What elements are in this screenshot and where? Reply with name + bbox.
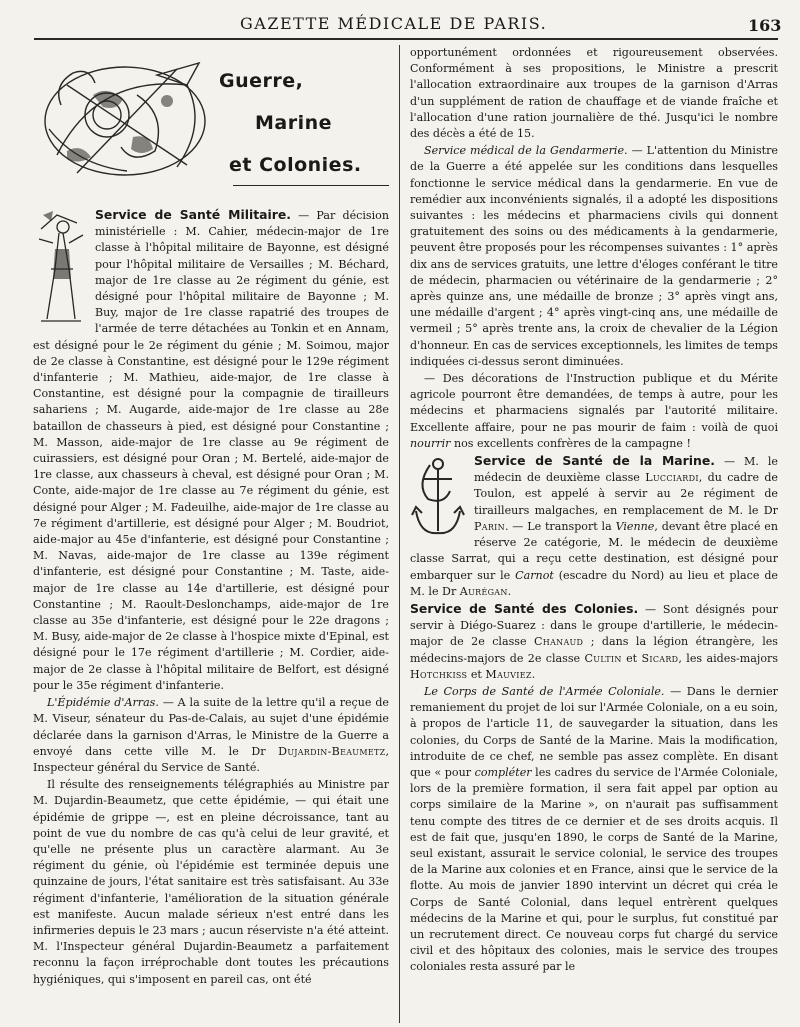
running-title: GAZETTE MÉDICALE DE PARIS. xyxy=(240,14,548,33)
paragraph-continuation: opportunément ordonnées et rigoureusement observées. Conformément à ses propositions, le Ministre a prescrit l'allocation extraordinaire aux troupes de la garnison d'Arras d'un supplément de ration de chauffage et de viande fraîche et l'allocation d'une ration journalière de thé. Jusqu'ici le nombre des décès a été de 15. xyxy=(410,46,778,141)
name-chanaud: Chanaud xyxy=(534,635,584,649)
page-number: 163 xyxy=(748,16,782,35)
text-service-sante-militaire: — Par décision ministérielle : M. Cahier, médecin-major de 1re classe à l'hôpital militaire de Bayonne, est désigné pour l'hôpital militaire de Versailles ; M. Béchard, major de 1re classe au 2e régiment du génie, est désigné pour l'hôpital militaire de Bayonne ; M. Buy, major de 1re classe rapatrié des troupes de l'armée de terre détachées au Tonkin et en Annam, est désigné pour le 2e régiment du génie ; M. Soimou, major de 2e classe à Constantine, est désigné pour le 129e régiment d'infanterie ; M. Mathieu, aide-major, de 1re classe à Constantine, est désigné pour la compagnie de tirailleurs sahariens ; M. Augarde, aide-major de 1re classe au 28e bataillon de chasseurs à pied, est désigné pour Constantine ; M. Masson, aide-major de 1re classe au 9e régiment de cuirassiers, est désigné pour Oran ; M. Bertelé, aide-major de 1re classe, aux chasseurs à cheval, est désigné pour Oran ; M. Conte, aide-major de 1re classe au 7e régiment du génie, est désigné pour Alger ; M. Fadeuilhe, aide-major de 1re classe au 7e régiment d'artillerie, est désigné pour Alger ; M. Boudriot, aide-major au 45e d'infanterie, est désigné pour Constantine ; M. Navas, aide-major de 1re classe au 139e régiment d'infanterie, est désigné pour Constantine ; M. Taste, aide-major de 1re classe au 14e d'artillerie, est désigné pour Constantine ; M. Raoult-Deslonchamps, aide-major de 1re classe au 35e d'infanterie, est désigné pour le 22e dragons ; M. Busy, aide-major de 2e classe à l'hospice mixte d'Epinal, est désigné pour le 17e régiment d'artillerie ; M. Cordier, aide-major de 2e classe à l'hôpital militaire de Belfort, est désigné pour le 35e régiment d'infanterie. xyxy=(33,209,389,692)
text-coloniale-a: — Dans le dernier remaniement du projet de loi sur l'Armée Coloniale, on a eu soin, à propos de l'article 11, de sauvegarder la situation, dans les colonies, du Corps de Santé de la Marine. Mais la modification, introduite de ce chef, ne semble pas assez complète. En disant que « pour xyxy=(410,684,778,779)
banner-word-colonies: et Colonies. xyxy=(229,154,362,176)
ship-carnot: Carnot xyxy=(515,568,554,582)
text-epidemie-arras-a: — A la suite de la lettre qu'il a reçue de M. Viseur, sénateur du Pas-de-Calais, au sujet d'une épidémie déclarée dans la garnison d'Arras, le Ministre de la Guerre a envoyé dans cette ville M. le Dr xyxy=(33,696,389,758)
text-colonies-c: et xyxy=(621,651,642,665)
column-divider xyxy=(399,45,400,1023)
banner-word-marine: Marine xyxy=(255,112,333,134)
text-marine-e: (escadre du Nord) au lieu et place de M. le Dr xyxy=(410,568,778,598)
page-header xyxy=(0,0,800,44)
text-epidemie-arras-b: , Inspecteur général du Service de Santé. xyxy=(33,744,389,774)
section-banner xyxy=(33,45,389,197)
text-marine-d: , devant être placé en réserve 2e catégorie, M. le médecin de deuxième classe Sarrat, qui a reçu cette destination, est désigné pour embarquer sur le xyxy=(410,519,778,582)
heading-epidemie-arras: L'Épidémie d'Arras. xyxy=(47,696,159,710)
text-colonies-e: et xyxy=(467,667,486,681)
text-marine-c: . — Le transport la xyxy=(504,519,616,533)
ship-vienne: Vienne xyxy=(615,519,655,533)
banner-word-guerre: Guerre, xyxy=(219,70,304,92)
text-decorations-b: nos excellents confrères de la campagne ! xyxy=(450,436,691,450)
text-colonies-f: . xyxy=(531,667,536,681)
paragraph-decorations xyxy=(410,371,778,452)
heading-service-sante-militaire: Service de Santé Militaire. xyxy=(95,207,291,222)
text-coloniale-b: les cadres du service de l'Armée Coloniale, lors de la première formation, il sera fait appel par option au corps similaire de la Marine », on n'aurait pas suffisamment tenu compte des titres de ce dernier et de ses droits acquis. Il est de fait que, jusqu'en 1890, le corps de Santé de la Marine, seul existant, assurait le service colonial, le service des troupes de la Marine aux colonies et en France, ainsi que le service de la flotte. Au mois de janvier 1890 intervint un décret qui créa le Corps de Santé Colonial, dans lequel entrèrent quelques médecins de la Marine et qui, pour le surplus, fut constitué par un recrutement direct. Ce nouveau corps fut chargé du service civil et des hôpitaux des colonies, mais le service des troupes coloniales resta assuré par le xyxy=(410,765,778,974)
name-hotchkiss: Hotchkiss xyxy=(410,667,468,681)
name-lucciardi: Lucciardi xyxy=(645,471,699,485)
text-decorations-ital: nourrir xyxy=(410,436,451,450)
name-dujardin-beaumetz: Dujardin-Beaumetz xyxy=(278,744,386,758)
text-marine-b: , du cadre de Toulon, est appelé à servir au 2e régiment de tirailleurs malgaches, en remplacement de M. le Dr xyxy=(474,471,778,517)
text-coloniale-ital: compléter xyxy=(474,765,532,779)
name-parin: Parin xyxy=(474,519,505,533)
text-decorations-a: — Des décorations de l'Instruction publique et du Mérite agricole pourront être demandées, de temps à autre, pour les médecins et pharmaciens signalés par l'autorité militaire. Excellente affaire, pour ne pas mourir de faim : voilà de quoi xyxy=(410,372,778,434)
heading-gendarmerie: Service médical de la Gendarmerie. xyxy=(424,144,628,158)
header-rule xyxy=(34,38,778,40)
anchor-icon xyxy=(410,455,466,541)
text-marine-a: — M. le médecin de deuxième classe xyxy=(474,455,778,485)
paragraph-gendarmerie xyxy=(410,143,778,370)
text-colonies-a: — Sont désignés pour servir à Diégo-Suarez : dans le groupe d'artillerie, le médecin-major de 2e classe xyxy=(410,602,778,649)
left-column xyxy=(33,45,389,1023)
military-trophy-illustration xyxy=(37,55,213,183)
drop-cap-figure-illustration xyxy=(33,209,87,327)
heading-sante-marine: Service de Santé de la Marine. xyxy=(474,453,715,469)
paragraph-corps-sante-coloniale xyxy=(410,684,778,976)
text-colonies-b: ; dans la légion étrangère, les médecins-majors de 2e classe xyxy=(410,635,778,665)
paragraph-sante-colonies xyxy=(410,601,778,683)
right-column xyxy=(410,45,778,1023)
text-colonies-d: , les aides-majors xyxy=(678,651,778,665)
text-gendarmerie: — L'attention du Ministre de la Guerre a été appelée sur les conditions dans lesquelles fonctionne le service médical dans la gendarmerie. En vue de remédier aux inconvénients signalés, il a adopté les dispositions suivantes : les médecins et pharmaciens civils qui donnent gratuitement des soins ou des médicaments à la gendarmerie, peuvent être proposés pour les récompenses suivantes : 1° après dix ans de services gratuits, une lettre d'éloges conférant le titre de médecin, pharmacien ou vétérinaire de la gendarmerie ; 2° après quinze ans, une médaille de bronze ; 3° après vingt ans, une médaille d'argent ; 4° après vingt-cinq ans, une médaille de vermeil ; 5° après trente ans, la croix de chevalier de la Légion d'honneur. En cas de services exceptionnels, les limites de temps indiquées ci-dessus seront diminuées. xyxy=(410,144,778,368)
paragraph-epidemie-arras xyxy=(33,695,389,776)
name-mauviez: Mauviez xyxy=(485,667,532,681)
paragraph-renseignements: Il résulte des renseignements télégraphiés au Ministre par M. Dujardin-Beaumetz, que cette épidémie, — qui était une épidémie de grippe —, est en pleine décroissance, tant au point de vue du nombre de cas qu'à celui de leur gravité, et qu'elle ne présente plus un caractère alarmant. Au 3e régiment du génie, où l'épidémie est terminée depuis une quinzaine de jours, l'état sanitaire est très satisfaisant. Au 33e régiment d'infanterie, l'amélioration de la situation générale est manifeste. Aucun malade sérieux n'est entré dans les infirmeries depuis le 23 mars ; aucun réserviste n'a été atteint. M. l'Inspecteur général Dujardin-Beaumetz a parfaitement reconnu la façon irréprochable dont toutes les précautions hygiéniques, qui s'imposent en pareil cas, ont été xyxy=(33,778,389,986)
heading-sante-colonies: Service de Santé des Colonies. xyxy=(410,600,639,616)
heading-corps-sante-coloniale: Le Corps de Santé de l'Armée Coloniale. xyxy=(424,684,665,698)
name-sicard: Sicard xyxy=(641,651,679,665)
text-marine-f: . xyxy=(507,584,512,598)
name-auregan: Aurégan xyxy=(459,584,508,598)
name-cultin: Cultin xyxy=(584,651,622,665)
banner-underline xyxy=(233,185,389,186)
